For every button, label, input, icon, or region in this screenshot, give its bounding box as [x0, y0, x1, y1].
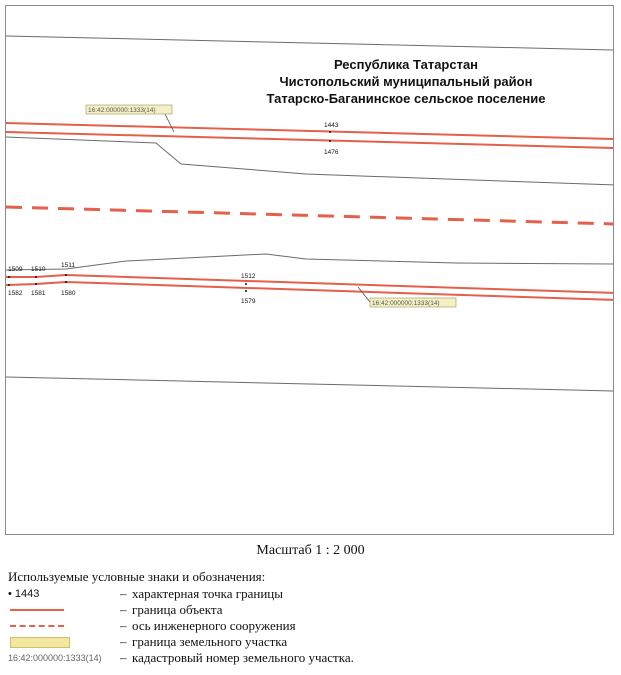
legend [8, 568, 608, 666]
legend-item-object-boundary [8, 602, 608, 618]
map-title-block [256, 56, 556, 107]
legend-description: характерная точка границы [132, 586, 283, 601]
boundary-point-1511 [65, 274, 67, 276]
legend-item-cadastral-number [8, 650, 608, 666]
legend-heading: Используемые условные знаки и обозначения: [8, 569, 266, 584]
cadastral-label-1: 16:42:000000:1333(14) [88, 107, 156, 114]
object-boundary-line-1 [6, 123, 614, 139]
legend-item-land-boundary [8, 634, 608, 650]
legend-item-point [8, 586, 608, 602]
point-label-1510: 1510 [31, 266, 46, 273]
point-label-1512: 1512 [241, 273, 256, 280]
legend-description: ось инженерного сооружения [132, 618, 296, 633]
point-label-1511: 1511 [61, 262, 75, 269]
boundary-point-1476 [329, 140, 331, 142]
legend-dash: – [120, 634, 127, 649]
map-frame [5, 5, 614, 535]
point-label-1582: 1582 [8, 290, 23, 297]
boundary-point-1512 [245, 283, 247, 285]
object-boundary-line-2 [6, 132, 614, 148]
boundary-point-1510 [35, 276, 37, 278]
engineering-axis-line [6, 207, 614, 224]
title-republic: Республика Татарстан [333, 57, 479, 72]
land-boundary-line-upper [6, 137, 614, 185]
title-district: Чистопольский муниципальный район [279, 74, 533, 89]
point-label-1443: 1443 [324, 122, 339, 129]
object-boundary-line-4 [6, 282, 614, 300]
boundary-point-1579 [245, 290, 247, 292]
boundary-point-1582 [8, 284, 10, 286]
cadastral-label-2: 16:42:000000:1333(14) [372, 300, 440, 307]
legend-dash: – [120, 618, 127, 633]
boundary-point-1443 [329, 131, 331, 133]
legend-item-engineering-axis [8, 618, 608, 634]
cadastral-text-symbol: 16:42:000000:1333(14) [8, 653, 102, 663]
solid-line-symbol [8, 602, 88, 618]
point-label-1581: 1581 [31, 290, 46, 297]
legend-dash: – [120, 586, 127, 601]
point-label-1476: 1476 [324, 149, 339, 156]
point-label-1580: 1580 [61, 290, 76, 297]
legend-dash: – [120, 650, 127, 665]
land-box-symbol [8, 634, 88, 650]
point-symbol: • 1443 [8, 588, 40, 600]
legend-dash: – [120, 602, 127, 617]
boundary-point-1581 [35, 283, 37, 285]
point-label-1509: 1509 [8, 266, 23, 273]
boundary-point-1509 [8, 276, 10, 278]
boundary-point-1580 [65, 281, 67, 283]
cadastral-leader-1 [164, 112, 174, 132]
point-label-1579: 1579 [241, 298, 256, 305]
dashed-line-symbol [8, 618, 88, 634]
map-scale: Масштаб 1 : 2 000 [256, 543, 365, 558]
legend-description: кадастровый номер земельного участка. [132, 650, 354, 665]
land-boundary-line-top [6, 36, 614, 50]
land-boundary-line-bottom [6, 377, 614, 391]
land-boundary-line-lower [6, 254, 614, 270]
legend-description: граница объекта [132, 602, 223, 617]
legend-description: граница земельного участка [132, 634, 288, 649]
cadastral-leader-2 [358, 287, 370, 302]
title-settlement: Татарско-Баганинское сельское поселение [266, 91, 546, 106]
